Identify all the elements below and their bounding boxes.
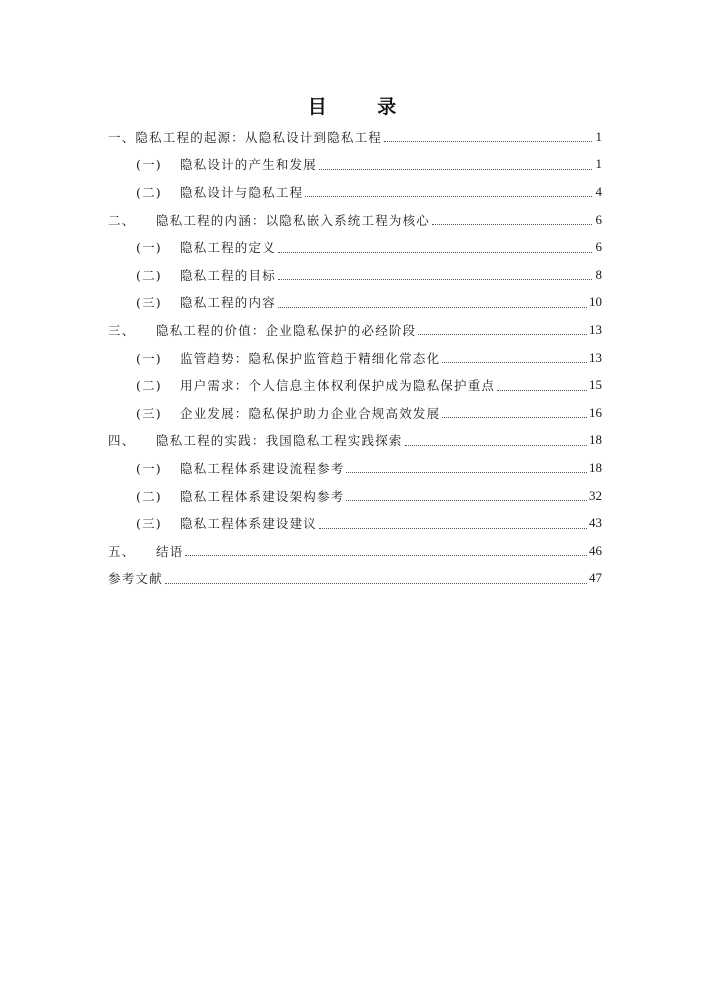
toc-entry-number: (三) [136, 405, 162, 421]
toc-page-number: 6 [595, 239, 602, 255]
toc-page-number: 8 [595, 266, 602, 282]
toc-entry[interactable] [108, 427, 602, 455]
toc-entry-number: 二、 [108, 212, 136, 228]
toc-entry-title: 监管趋势：隐私保护监管趋于精细化常态化 [180, 350, 441, 366]
toc-entry-number: (二) [136, 488, 162, 504]
toc-page-number: 18 [589, 459, 602, 475]
toc-entry-number: (三) [136, 516, 162, 532]
toc-entry-title: 隐私工程体系建设建议 [180, 516, 318, 532]
toc-entry[interactable] [108, 565, 602, 593]
toc-entry-title: 隐私工程的目标 [180, 267, 276, 283]
toc-entry-title: 企业发展：隐私保护助力企业合规高效发展 [180, 405, 441, 421]
toc-page-number: 46 [589, 542, 602, 558]
toc-entry[interactable] [108, 261, 602, 289]
table-of-contents [108, 123, 602, 592]
toc-dot-leader [319, 168, 592, 170]
toc-page-number: 10 [589, 294, 602, 310]
toc-page-number: 15 [589, 377, 602, 393]
toc-dot-leader [442, 416, 587, 418]
toc-entry-number: 四、 [108, 433, 136, 449]
toc-entry-number: (一) [136, 460, 162, 476]
toc-dot-leader [346, 499, 587, 501]
toc-entry-title: 用户需求：个人信息主体权利保护成为隐私保护重点 [180, 378, 496, 394]
toc-entry[interactable] [108, 537, 602, 565]
toc-entry[interactable] [108, 509, 602, 537]
toc-entry-title: 隐私工程的定义 [180, 240, 276, 256]
toc-page-number: 32 [589, 487, 602, 503]
toc-entry-title: 隐私工程的实践：我国隐私工程实践探索 [156, 433, 403, 449]
toc-dot-leader [442, 361, 587, 363]
toc-entry[interactable] [108, 344, 602, 372]
toc-dot-leader [497, 389, 587, 391]
toc-dot-leader [346, 471, 587, 473]
toc-entry-number: (二) [136, 184, 162, 200]
toc-page-number: 18 [589, 432, 602, 448]
toc-entry-title: 隐私工程体系建设流程参考 [180, 460, 345, 476]
toc-entry[interactable] [108, 289, 602, 317]
toc-title: 目 录 [307, 96, 419, 118]
toc-entry[interactable] [108, 316, 602, 344]
toc-entry-number: (二) [136, 267, 162, 283]
toc-dot-leader [185, 554, 587, 556]
toc-entry[interactable] [108, 399, 602, 427]
toc-entry-number: 一、 [108, 129, 136, 145]
toc-entry[interactable] [108, 454, 602, 482]
toc-entry[interactable] [108, 233, 602, 261]
toc-entry-title: 隐私设计与隐私工程 [180, 184, 304, 200]
toc-page-number: 13 [589, 321, 602, 337]
toc-dot-leader [319, 527, 587, 529]
toc-entry-number: 三、 [108, 322, 136, 338]
toc-page-number: 13 [589, 349, 602, 365]
toc-entry-number: (一) [136, 240, 162, 256]
toc-entry-number: (二) [136, 378, 162, 394]
toc-entry-title: 隐私工程的内涵：以隐私嵌入系统工程为核心 [156, 212, 431, 228]
toc-page-number: 6 [595, 211, 602, 227]
toc-dot-leader [405, 444, 587, 446]
toc-entry-title: 结语 [156, 543, 184, 559]
toc-entry-number: 五、 [108, 543, 136, 559]
toc-entry-title: 隐私工程体系建设架构参考 [180, 488, 345, 504]
toc-dot-leader [305, 195, 592, 197]
toc-entry-number: (一) [136, 157, 162, 173]
toc-page-number: 1 [595, 156, 602, 172]
toc-entry-number: (三) [136, 295, 162, 311]
toc-dot-leader [165, 582, 587, 584]
toc-dot-leader [278, 278, 592, 280]
toc-dot-leader [418, 333, 587, 335]
toc-entry[interactable] [108, 151, 602, 179]
toc-entry-title: 隐私工程的起源：从隐私设计到隐私工程 [135, 129, 383, 145]
toc-entry[interactable] [108, 482, 602, 510]
toc-entry-title: 隐私工程的价值：企业隐私保护的必经阶段 [156, 322, 417, 338]
toc-dot-leader [278, 251, 592, 253]
toc-entry[interactable] [108, 371, 602, 399]
toc-page-number: 1 [595, 128, 602, 144]
toc-page-number: 16 [589, 404, 602, 420]
toc-entry-title: 隐私设计的产生和发展 [180, 157, 318, 173]
toc-entry-title: 隐私工程的内容 [180, 295, 276, 311]
toc-entry[interactable] [108, 123, 602, 151]
toc-page-number: 47 [589, 570, 602, 586]
toc-entry[interactable] [108, 178, 602, 206]
toc-page-number: 4 [595, 183, 602, 199]
toc-dot-leader [278, 306, 587, 308]
toc-dot-leader [384, 140, 592, 142]
toc-dot-leader [432, 223, 592, 225]
toc-page-number: 43 [589, 515, 602, 531]
toc-entry-number: (一) [136, 350, 162, 366]
toc-entry[interactable] [108, 206, 602, 234]
toc-entry-title: 参考文献 [108, 571, 163, 587]
